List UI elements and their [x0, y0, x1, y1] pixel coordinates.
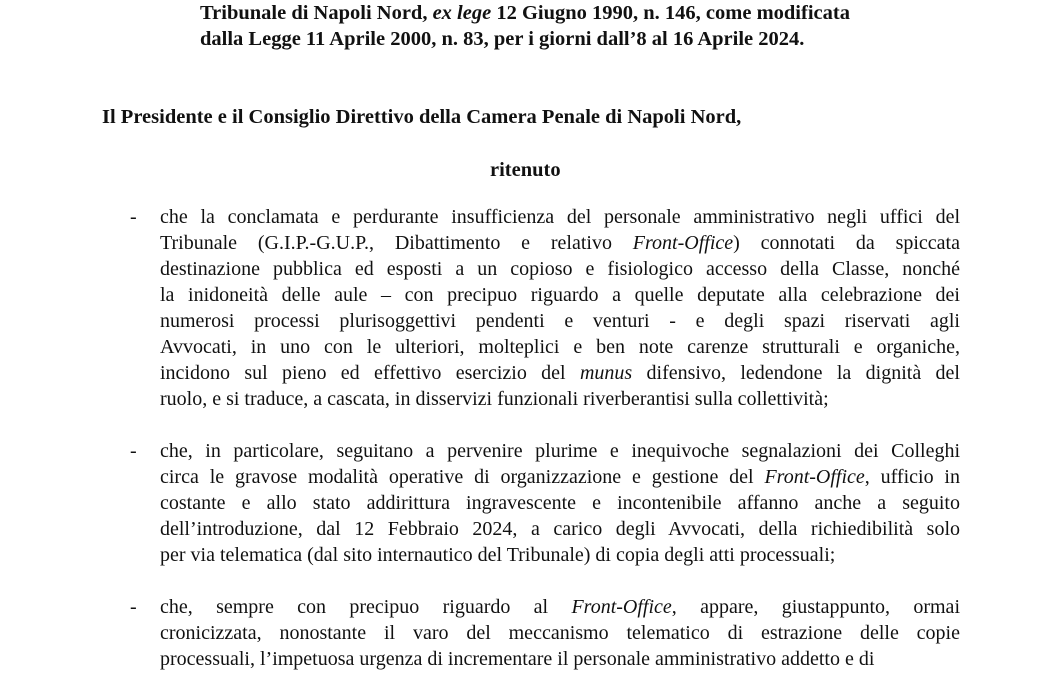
italic-term: Front-Office [571, 596, 672, 618]
italic-term: Front-Office [632, 232, 734, 254]
text-segment: che, in particolare, seguitano a pervenire plurime e inequivoche segnalazioni dei Colleghi [160, 440, 960, 462]
bullet-dash: - [130, 206, 137, 228]
text-segment: costante e allo stato addirittura ingravescente e incontenibile affanno anche a seguito [160, 492, 960, 514]
text-segment: dell’introduzione, dal 12 Febbraio 2024, a carico degli Avvocati, della richiedibilità solo [160, 518, 960, 540]
text-segment: , ufficio in [864, 466, 960, 488]
list-item-text [160, 594, 960, 672]
heading-line-1 [200, 0, 960, 26]
text-segment: cronicizzata, nonostante il varo del meccanismo telematico di estrazione delle copie [160, 622, 960, 644]
text-line [160, 230, 960, 256]
text-segment: la inidoneità delle aule – con precipuo riguardo a quelle deputate alla celebrazione dei [160, 284, 960, 306]
text-line [160, 438, 960, 464]
list-item-text [160, 438, 960, 568]
ritenuto-heading: ritenuto [490, 159, 561, 181]
text-segment: processuali, l’impetuosa urgenza di incrementare il personale amministrativo addetto e di [160, 648, 875, 670]
text-line [160, 490, 960, 516]
text-segment: che la conclamata e perdurante insufficienza del personale amministrativo negli uffici del [160, 206, 960, 228]
text-segment: difensivo, ledendone la dignità del [632, 362, 960, 384]
bullet-dash: - [130, 596, 137, 618]
intro-paragraph: Il Presidente e il Consiglio Direttivo della Camera Penale di Napoli Nord, [102, 106, 742, 128]
text-line [160, 594, 960, 620]
text-segment: Avvocati, in uno con le ulteriori, molteplici e ben note carenze strutturali e organiche, [160, 336, 960, 358]
text-line [160, 308, 960, 334]
text-line [160, 282, 960, 308]
document-heading [200, 0, 960, 52]
text-line [160, 542, 960, 568]
text-segment: per via telematica (dal sito internautico del Tribunale) di copia degli atti processuali; [160, 544, 836, 566]
text-segment: ) connotati da spiccata [733, 232, 960, 254]
text-line [160, 204, 960, 230]
bullet-dash: - [130, 440, 137, 462]
heading-text: 12 Giugno 1990, n. 146, come modificata [491, 2, 850, 24]
text-segment: circa le gravose modalità operative di organizzazione e gestione del [160, 466, 765, 488]
text-segment: destinazione pubblica ed esposti a un copioso e fisiologico accesso della Classe, nonché [160, 258, 960, 280]
heading-line-2: dalla Legge 11 Aprile 2000, n. 83, per i giorni dall’8 al 16 Aprile 2024. [200, 28, 805, 50]
text-segment: che, sempre con precipuo riguardo al [160, 596, 572, 618]
text-segment: Tribunale (G.I.P.-G.U.P., Dibattimento e relativo [160, 232, 633, 254]
text-line [160, 516, 960, 542]
heading-italic-text: ex lege [432, 2, 492, 24]
text-segment: numerosi processi plurisoggettivi pendenti e venturi - e degli spazi riservati agli [160, 310, 960, 332]
text-line [160, 646, 960, 672]
italic-term: munus [579, 362, 633, 384]
text-line [160, 386, 960, 412]
text-segment: ruolo, e si traduce, a cascata, in disservizi funzionali riverberantisi sulla collettività; [160, 388, 829, 410]
text-line [160, 620, 960, 646]
text-line [160, 334, 960, 360]
text-line [160, 256, 960, 282]
italic-term: Front-Office [764, 466, 865, 488]
list-item-text [160, 204, 960, 412]
text-segment: incidono sul pieno ed effettivo esercizio del [160, 362, 580, 384]
text-line [160, 360, 960, 386]
text-segment: , appare, giustappunto, ormai [671, 596, 960, 618]
text-line [160, 464, 960, 490]
heading-text: Tribunale di Napoli Nord, [200, 2, 433, 24]
